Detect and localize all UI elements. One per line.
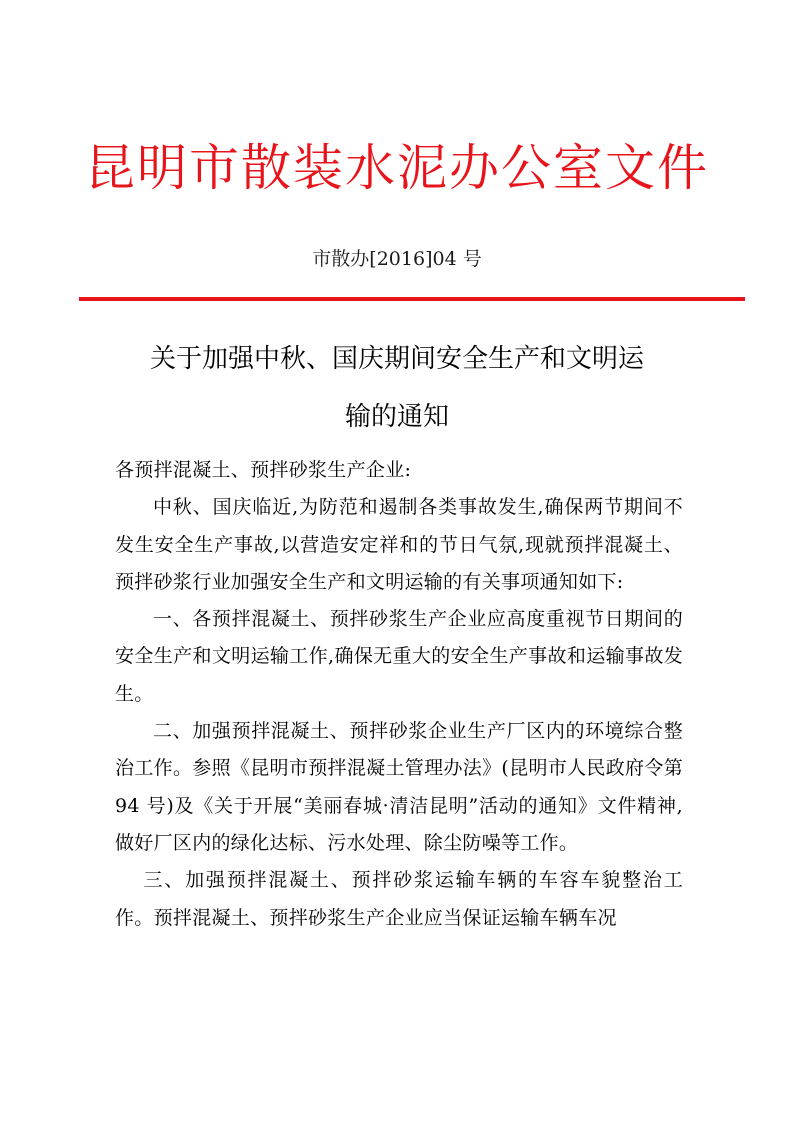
document-number: 市散办[2016]04 号 — [312, 248, 482, 270]
notice-body — [115, 452, 683, 937]
notice-title — [100, 330, 694, 446]
salutation: 各预拌混凝土、预拌砂浆生产企业: — [115, 459, 412, 481]
red-divider-line — [79, 297, 745, 301]
notice-title-line-2: 输的通知 — [344, 402, 449, 432]
notice-title-line-1: 关于加强中秋、国庆期间安全生产和文明运 — [149, 344, 644, 374]
body-paragraph-intro: 中秋、国庆临近,为防范和遏制各类事故发生,确保两节期间不发生安全生产事故,以营造安定祥和的节日气氛,现就预拌混凝土、预拌砂浆行业加强安全生产和文明运输的有关事项通知如下: — [115, 496, 683, 593]
body-paragraph-item-1: 一、各预拌混凝土、预拌砂浆生产企业应高度重视节日期间的安全生产和文明运输工作,确保无重大的安全生产事故和运输事故发生。 — [115, 608, 683, 705]
body-paragraph-item-3: 三、加强预拌混凝土、预拌砂浆运输车辆的车容车貌整治工作。预拌混凝土、预拌砂浆生产企业应当保证运输车辆车况 — [115, 869, 683, 929]
issuer-title: 昆明市散装水泥办公室文件 — [85, 139, 709, 197]
body-paragraph-item-2: 二、加强预拌混凝土、预拌砂浆企业生产厂区内的环境综合整治工作。参照《昆明市预拌混凝土管理办法》(昆明市人民政府令第 94 号)及《关于开展“美丽春城·清洁昆明”活动的通知》文件精神,做好厂区内的绿化达标、污水处理、除尘防噪等工作。 — [115, 720, 683, 854]
